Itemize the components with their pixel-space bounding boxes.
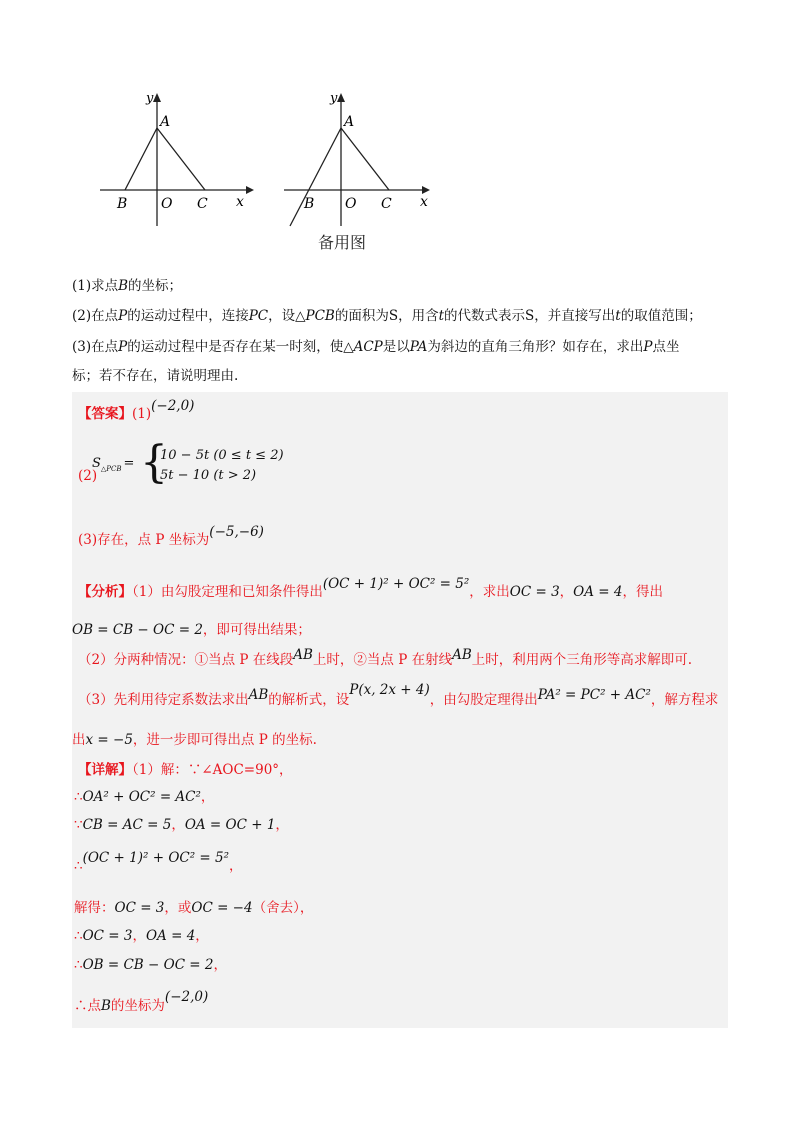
answer-2-case-2: 5t − 10 (t > 2) — [160, 468, 257, 483]
detail-line-6 — [74, 926, 209, 946]
q3-var-pa: PA — [409, 339, 428, 355]
answer-1-prefix: (1) — [132, 406, 152, 422]
q3-var-p2: P — [643, 339, 653, 355]
q2-var-t: t — [438, 308, 445, 324]
analysis-p3-p: P(x, 2x + 4) — [349, 682, 430, 698]
detail-d1: （1）解：∵∠AOC=90°， — [132, 762, 293, 778]
q3-text-d: 为斜边的直角三角形？如存在，求出 — [427, 339, 644, 355]
answer-2-sub: △PCB — [100, 465, 122, 473]
analysis-p1-a: （1）由勾股定理和已知条件得出 — [132, 584, 323, 600]
detail-d6-mid: ， — [132, 928, 146, 944]
analysis-p1-b: ，求出 — [469, 584, 510, 600]
analysis-p1-ob: OB = CB − OC = 2 — [72, 622, 203, 638]
detail-line-2 — [74, 787, 214, 807]
analysis-p1-oa: OA = 4 — [573, 584, 623, 600]
detail-d8-val: (−2,0) — [164, 989, 209, 1005]
answer-2-lhs — [92, 456, 134, 471]
analysis-p3-a: （3）先利用待定系数法求出 — [78, 692, 249, 708]
q2-text-c: ，设 — [268, 308, 296, 324]
detail-d5b: OC = −4 — [191, 900, 253, 916]
analysis-line-1 — [78, 576, 663, 602]
q3-var-tri: △ACP — [343, 339, 383, 355]
q1-text-a: (1)求点 — [72, 278, 119, 294]
detail-line-7 — [74, 955, 227, 975]
analysis-p3-c: ，由勾股定理得出 — [429, 692, 538, 708]
q3-var-p: P — [118, 339, 128, 355]
label-o: O — [161, 196, 173, 212]
q2-text-b: 的运动过程中，连接 — [127, 308, 249, 324]
analysis-p1-c: ， — [559, 584, 574, 600]
detail-d3-mid: ， — [171, 817, 185, 833]
detail-d5-pre: 解得： — [74, 900, 115, 916]
q3-text-a: (3)在点 — [72, 339, 119, 355]
analysis-p3-f: ，进一步即可得出点 P 的坐标. — [132, 732, 317, 748]
q2-text-e: 的代数式表示S，并直接写出 — [444, 308, 616, 324]
detail-line-8 — [74, 989, 209, 1016]
question-2 — [72, 306, 702, 326]
q1-text-b: 的坐标； — [128, 278, 183, 294]
detail-d5a: OC = 3 — [114, 900, 165, 916]
question-3-line-1 — [72, 337, 679, 357]
q2-var-t2: t — [615, 308, 621, 324]
answer-2-prefix: (2) — [78, 468, 98, 484]
analysis-p1-d: ，得出 — [622, 584, 663, 600]
label-x: x — [236, 194, 244, 210]
analysis-p3-eq: PA² = PC² + AC² — [537, 687, 651, 703]
detail-d3-post: ， — [275, 817, 289, 833]
analysis-p2-b: 上时，②当点 P 在射线 — [312, 652, 453, 668]
analysis-line-3 — [78, 647, 693, 670]
detail-line-4 — [74, 848, 243, 874]
label-a: A — [160, 114, 171, 130]
analysis-p3-x: x = −5 — [85, 732, 133, 748]
answer-3-value: (−5,−6) — [209, 524, 264, 540]
figure-left — [96, 88, 256, 228]
analysis-p2-ab2: AB — [452, 647, 472, 663]
detail-d6-pre: ∴ — [74, 928, 83, 944]
answer-1-value: (−2,0) — [151, 398, 195, 414]
analysis-line-4 — [78, 682, 719, 710]
analysis-line-5 — [72, 730, 317, 750]
detail-d5-post: （舍去）， — [252, 900, 314, 916]
q3-text-f: 标；若不存在，请说明理由. — [72, 368, 239, 384]
answer-2-eq: = — [123, 456, 135, 471]
q2-text-f: 的取值范围； — [620, 308, 702, 324]
analysis-p2-a: （2）分两种情况：①当点 P 在线段 — [78, 652, 294, 668]
detail-d5-mid: ，或 — [164, 900, 192, 916]
detail-d2-pre: ∴ — [74, 789, 83, 805]
label-b: B — [117, 196, 128, 212]
analysis-p2-ab: AB — [293, 647, 313, 663]
detail-label: 【详解】 — [78, 762, 132, 778]
detail-line-3 — [74, 815, 289, 835]
analysis-p1-eq: (OC + 1)² + OC² = 5² — [322, 576, 470, 592]
detail-d8-mid: 的坐标为 — [110, 998, 165, 1014]
analysis-p3-b: 的解析式，设 — [268, 692, 350, 708]
analysis-p3-ab: AB — [248, 687, 269, 703]
detail-d2-post: ， — [200, 789, 215, 805]
label-y: y — [146, 91, 154, 106]
answer-line-3 — [78, 524, 264, 550]
question-1 — [72, 276, 182, 296]
detail-d3b: OA = OC + 1 — [184, 817, 276, 833]
label-a: A — [344, 114, 355, 130]
detail-d7: OB = CB − OC = 2 — [82, 957, 214, 973]
label-y: y — [330, 91, 338, 106]
detail-d8-b: B — [101, 998, 111, 1014]
detail-d4: (OC + 1)² + OC² = 5² — [82, 850, 230, 866]
detail-d6-post: ， — [195, 928, 209, 944]
answer-2-s: S — [92, 456, 101, 471]
detail-d4-post: ， — [229, 858, 243, 874]
label-b: B — [304, 196, 315, 212]
label-c: C — [381, 196, 392, 212]
detail-d4-pre: ∴ — [74, 858, 83, 874]
answer-2-case-1: 10 − 5t (0 ≤ t ≤ 2) — [160, 448, 284, 463]
detail-d8-pre: ∴点 — [74, 998, 101, 1014]
analysis-p2-c: 上时，利用两个三角形等高求解即可. — [471, 652, 693, 668]
q2-var-p: P — [118, 308, 128, 324]
detail-d6a: OC = 3 — [82, 928, 133, 944]
detail-line-1 — [78, 760, 293, 780]
q2-text-a: (2)在点 — [72, 308, 119, 324]
detail-line-5 — [74, 898, 313, 918]
q3-text-e: 点坐 — [652, 339, 680, 355]
detail-d7-pre: ∴ — [74, 957, 83, 973]
figure-caption: 备用图 — [318, 233, 367, 252]
analysis-line-2 — [72, 620, 311, 640]
q2-var-pc: PC — [248, 308, 269, 324]
answer-label: 【答案】 — [78, 406, 132, 422]
analysis-p1-oc: OC = 3 — [509, 584, 560, 600]
detail-d3a: CB = AC = 5 — [82, 817, 172, 833]
label-x: x — [420, 194, 428, 210]
question-3-line-2 — [72, 366, 238, 386]
detail-d2: OA² + OC² = AC² — [82, 789, 201, 805]
q3-text-b: 的运动过程中是否存在某一时刻，使 — [127, 339, 344, 355]
detail-d3-pre: ∵ — [74, 817, 83, 833]
analysis-p3-d: ，解方程求 — [650, 692, 719, 708]
q1-var-b: B — [118, 278, 129, 294]
detail-d6b: OA = 4 — [145, 928, 196, 944]
q2-text-d: 的面积为S，用含 — [334, 308, 439, 324]
figure-right — [280, 88, 440, 228]
q2-var-tri: △PCB — [295, 308, 335, 324]
analysis-p3-e: 出 — [72, 732, 86, 748]
label-o: O — [345, 196, 357, 212]
detail-d7-post: ， — [213, 957, 228, 973]
answer-line-1 — [78, 398, 195, 424]
q3-text-c: 是以 — [382, 339, 410, 355]
label-c: C — [197, 196, 208, 212]
analysis-p1-e: ，即可得出结果； — [202, 622, 311, 638]
analysis-label: 【分析】 — [78, 584, 132, 600]
answer-2-brace: { — [140, 437, 168, 488]
answer-3-text: (3)存在，点 P 坐标为 — [78, 532, 210, 548]
